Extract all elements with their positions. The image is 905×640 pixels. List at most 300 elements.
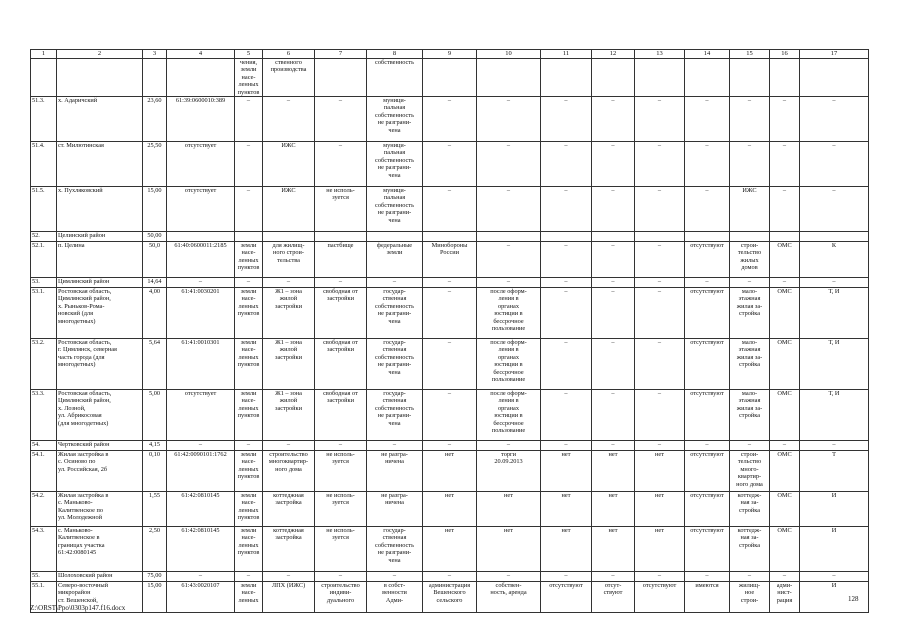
table-cell: нет	[635, 527, 685, 572]
location-cell: х. Пухляковский	[57, 187, 143, 232]
table-cell: государ- ственная собственность не разграни- чена	[367, 390, 423, 441]
column-number-cell: 16	[770, 50, 800, 59]
table-cell: –	[635, 390, 685, 441]
table-cell: Ж1 – зона жилой застройки	[263, 390, 315, 441]
table-cell: свободная от застройки	[315, 288, 367, 339]
table-row	[31, 142, 869, 187]
table-cell: земли насе- ленных пунктов	[235, 527, 263, 572]
table-cell: нет	[423, 527, 477, 572]
table-cell: –	[800, 142, 869, 187]
table-cell	[730, 59, 770, 97]
row-number-cell: 54.2.	[31, 492, 57, 527]
table-cell: –	[423, 441, 477, 451]
table-cell: 4,00	[143, 288, 167, 339]
table-cell: –	[770, 572, 800, 582]
table-cell: –	[423, 187, 477, 232]
table-cell: –	[592, 572, 635, 582]
table-cell: –	[263, 572, 315, 582]
table-cell: не исполь- зуется	[315, 492, 367, 527]
table-cell: свободная от застройки	[315, 390, 367, 441]
table-cell: ИЖС	[263, 142, 315, 187]
table-cell: –	[592, 142, 635, 187]
table-cell: –	[315, 142, 367, 187]
table-cell	[315, 232, 367, 242]
row-number-cell: 51.4.	[31, 142, 57, 187]
table-cell	[477, 232, 541, 242]
table-cell: торги 20.09.2013	[477, 451, 541, 492]
table-cell: пастбище	[315, 242, 367, 278]
column-number-row	[31, 50, 869, 59]
location-cell: Целинский район	[57, 232, 143, 242]
table-cell: –	[730, 441, 770, 451]
table-cell: 75,00	[143, 572, 167, 582]
table-cell: –	[423, 142, 477, 187]
table-cell: –	[541, 339, 592, 390]
column-number-cell: 8	[367, 50, 423, 59]
table-cell: –	[770, 97, 800, 142]
table-cell: ИЖС	[263, 187, 315, 232]
table-cell: строительство многоквартир- ного дома	[263, 451, 315, 492]
table-cell: –	[685, 278, 730, 288]
table-cell: не разгра- ничена	[367, 451, 423, 492]
location-cell: Ростовская область, г. Цимлянск, северная часть города (для многодетных)	[57, 339, 143, 390]
table-cell: ОМС	[770, 390, 800, 441]
table-cell: –	[541, 242, 592, 278]
column-number-cell: 13	[635, 50, 685, 59]
table-cell: –	[635, 187, 685, 232]
table-cell: отсутствуют	[635, 582, 685, 613]
table-cell: нет	[592, 451, 635, 492]
table-cell: –	[592, 441, 635, 451]
table-cell: –	[477, 441, 541, 451]
table-cell: нет	[423, 492, 477, 527]
location-cell: п. Целина	[57, 242, 143, 278]
table-cell: свободная от застройки	[315, 339, 367, 390]
table-cell: Т, И	[800, 288, 869, 339]
location-cell: Жилая застройка в с. Маньково- Калитвенское по ул. Молодежной	[57, 492, 143, 527]
table-cell: ОМС	[770, 451, 800, 492]
table-cell: земли насе- ленных пунктов	[235, 390, 263, 441]
table-cell: –	[315, 97, 367, 142]
column-number-cell: 7	[315, 50, 367, 59]
table-cell: –	[235, 441, 263, 451]
table-cell: –	[770, 278, 800, 288]
table-cell: адми- нист- рация	[770, 582, 800, 613]
table-cell: коттеджная застройка	[263, 492, 315, 527]
table-cell: отсутствуют	[685, 339, 730, 390]
land-register-table	[30, 49, 869, 613]
table-cell: 61:42:0810145	[167, 492, 235, 527]
table-row	[31, 390, 869, 441]
table-cell: –	[423, 288, 477, 339]
table-cell: –	[635, 339, 685, 390]
page-number: 128	[848, 595, 859, 603]
table-cell	[592, 59, 635, 97]
register-table-sheet	[30, 49, 868, 613]
table-cell: отсутствует	[167, 187, 235, 232]
table-cell: коттеджная застройка	[263, 527, 315, 572]
table-cell: –	[315, 441, 367, 451]
table-cell: Минобороны России	[423, 242, 477, 278]
row-number-cell	[31, 59, 57, 97]
table-cell: 5,64	[143, 339, 167, 390]
table-cell: –	[541, 441, 592, 451]
location-cell: Цимлянский район	[57, 278, 143, 288]
table-cell: 1,55	[143, 492, 167, 527]
table-cell: нет	[423, 451, 477, 492]
table-cell: –	[367, 572, 423, 582]
table-cell: собственность	[367, 59, 423, 97]
table-cell: –	[235, 278, 263, 288]
table-cell: муници- пальная собственность не разграни- чена	[367, 142, 423, 187]
table-cell: ОМС	[770, 527, 800, 572]
table-cell: –	[423, 278, 477, 288]
table-cell: ОМС	[770, 242, 800, 278]
table-cell: земли насе- ленных пунктов	[235, 339, 263, 390]
table-cell: строительство индиви- дуального	[315, 582, 367, 613]
table-cell	[541, 232, 592, 242]
table-cell: –	[477, 97, 541, 142]
table-cell: земли насе- ленных пунктов	[235, 242, 263, 278]
table-cell: государ- ственная собственность не разграни- чена	[367, 288, 423, 339]
row-number-cell: 54.1.	[31, 451, 57, 492]
table-cell: собствен- ность, аренда	[477, 582, 541, 613]
table-cell: не разгра- ничена	[367, 492, 423, 527]
table-cell: –	[423, 572, 477, 582]
table-cell: ИЖС	[730, 187, 770, 232]
table-cell	[730, 232, 770, 242]
table-cell: 2,50	[143, 527, 167, 572]
table-cell: И	[800, 492, 869, 527]
table-cell: –	[541, 572, 592, 582]
table-cell: –	[730, 142, 770, 187]
table-cell: –	[167, 572, 235, 582]
table-cell: –	[635, 278, 685, 288]
table-cell: нет	[541, 451, 592, 492]
table-cell: нет	[635, 492, 685, 527]
table-cell: –	[635, 242, 685, 278]
table-cell: ственного производства	[263, 59, 315, 97]
table-cell: –	[592, 390, 635, 441]
table-row	[31, 232, 869, 242]
location-cell: ст. Милютинская	[57, 142, 143, 187]
table-cell: –	[263, 97, 315, 142]
table-cell: администрация Вешенского сельского	[423, 582, 477, 613]
table-cell: нет	[477, 492, 541, 527]
table-cell: –	[592, 278, 635, 288]
table-cell: –	[477, 572, 541, 582]
location-cell: Шолоховский район	[57, 572, 143, 582]
table-cell: муници- пальная собственность не разграни- чена	[367, 187, 423, 232]
location-cell: с. Маньково- Калитвенское в границах участка 61:42:0080145	[57, 527, 143, 572]
row-number-cell: 54.	[31, 441, 57, 451]
table-cell: –	[592, 242, 635, 278]
table-cell: муници- пальная собственность не разграни- чена	[367, 97, 423, 142]
table-cell: строи- тельство много- квартир- ного дома	[730, 451, 770, 492]
table-row	[31, 527, 869, 572]
table-cell: 61:43:0020107	[167, 582, 235, 613]
table-row	[31, 97, 869, 142]
table-cell: 14,64	[143, 278, 167, 288]
table-cell: строи- тельство жилых домов	[730, 242, 770, 278]
table-cell: отсутствуют	[685, 242, 730, 278]
table-cell: –	[235, 142, 263, 187]
table-row	[31, 339, 869, 390]
table-cell	[423, 59, 477, 97]
table-cell: нет	[541, 527, 592, 572]
table-cell: отсутствуют	[685, 390, 730, 441]
column-number-cell: 17	[800, 50, 869, 59]
row-number-cell: 55.1.	[31, 582, 57, 613]
table-cell	[541, 59, 592, 97]
location-cell: Чертковский район	[57, 441, 143, 451]
table-cell: мало- этажная жилая за- стройка	[730, 390, 770, 441]
column-number-cell: 15	[730, 50, 770, 59]
table-cell	[143, 59, 167, 97]
table-cell	[367, 232, 423, 242]
row-number-cell: 52.	[31, 232, 57, 242]
location-cell: х. Адаричский	[57, 97, 143, 142]
table-cell: отсутствуют	[685, 288, 730, 339]
table-row	[31, 187, 869, 232]
table-cell: К	[800, 242, 869, 278]
table-cell	[685, 232, 730, 242]
table-cell: после оформ- ления в органах юстиции в бессрочное пользование	[477, 390, 541, 441]
row-number-cell: 53.3.	[31, 390, 57, 441]
table-cell	[770, 59, 800, 97]
table-cell	[423, 232, 477, 242]
table-cell: –	[685, 142, 730, 187]
table-cell	[315, 59, 367, 97]
table-cell: –	[770, 142, 800, 187]
table-cell: –	[800, 97, 869, 142]
table-cell: –	[800, 572, 869, 582]
table-cell: И	[800, 582, 869, 613]
table-cell: –	[800, 441, 869, 451]
table-row	[31, 451, 869, 492]
row-number-cell: 53.1.	[31, 288, 57, 339]
row-number-cell: 52.1.	[31, 242, 57, 278]
table-cell: –	[477, 187, 541, 232]
table-cell: 23,60	[143, 97, 167, 142]
table-cell: –	[635, 288, 685, 339]
table-cell: –	[477, 278, 541, 288]
table-cell: –	[730, 97, 770, 142]
table-cell: –	[167, 278, 235, 288]
table-row	[31, 441, 869, 451]
table-cell: 15,00	[143, 582, 167, 613]
table-cell: –	[235, 187, 263, 232]
table-cell: государ- ственная собственность не разграни- чена	[367, 527, 423, 572]
table-cell	[800, 232, 869, 242]
table-cell: мало- этажная жилая за- стройка	[730, 339, 770, 390]
table-cell: –	[685, 97, 730, 142]
table-row	[31, 582, 869, 613]
table-cell: отсутствует	[167, 142, 235, 187]
table-cell: Т	[800, 451, 869, 492]
table-cell: –	[423, 390, 477, 441]
table-cell: ОМС	[770, 492, 800, 527]
table-cell: –	[541, 97, 592, 142]
table-cell: не исполь- зуется	[315, 187, 367, 232]
location-cell: Северо-восточный микрорайон ст. Вешенской,	[57, 582, 143, 613]
table-cell: имеются	[685, 582, 730, 613]
row-number-cell: 55.	[31, 572, 57, 582]
table-cell: Т, И	[800, 339, 869, 390]
table-cell: государ- ственная собственность не разграни- чена	[367, 339, 423, 390]
table-row	[31, 492, 869, 527]
column-number-cell: 2	[57, 50, 143, 59]
row-number-cell: 54.3.	[31, 527, 57, 572]
table-row	[31, 278, 869, 288]
table-cell: в собст- венности Адми-	[367, 582, 423, 613]
table-cell: –	[730, 278, 770, 288]
table-cell: –	[592, 97, 635, 142]
table-cell: 61:42:0090101:1762	[167, 451, 235, 492]
table-cell: для жилищ- ного строи- тельства	[263, 242, 315, 278]
table-cell: Ж1 – зона жилой застройки	[263, 288, 315, 339]
table-cell: –	[685, 187, 730, 232]
column-number-cell: 10	[477, 50, 541, 59]
location-cell: Ростовская область, Цимлянский район, х. Лозной, ул. Абрикосовая (для многодетных)	[57, 390, 143, 441]
column-number-cell: 3	[143, 50, 167, 59]
table-cell: чения, земли насе- ленных пунктов	[235, 59, 263, 97]
table-cell: отсутствуют	[685, 527, 730, 572]
row-number-cell: 53.	[31, 278, 57, 288]
table-cell: 50,0	[143, 242, 167, 278]
table-cell: –	[263, 441, 315, 451]
table-cell	[167, 232, 235, 242]
table-cell	[800, 59, 869, 97]
table-cell: 61:42:0810145	[167, 527, 235, 572]
table-cell: ОМС	[770, 339, 800, 390]
table-cell: –	[315, 278, 367, 288]
table-cell: нет	[592, 492, 635, 527]
row-number-cell: 51.5.	[31, 187, 57, 232]
table-cell: 61:40:0600011:2185	[167, 242, 235, 278]
table-cell: 15,00	[143, 187, 167, 232]
location-cell: Ростовская область, Цимлянский район, х. Рыньков-Рома- новский (для многодетных)	[57, 288, 143, 339]
table-cell: –	[541, 288, 592, 339]
table-cell: федеральные земли	[367, 242, 423, 278]
table-cell: не исполь- зуется	[315, 451, 367, 492]
table-cell: –	[592, 187, 635, 232]
location-cell: Жилая застройка в с. Осиново по ул. Российская, 2б	[57, 451, 143, 492]
table-cell: земли насе- ленных пунктов	[235, 288, 263, 339]
table-cell: 61:39:0600010:389	[167, 97, 235, 142]
table-cell: 5,00	[143, 390, 167, 441]
table-cell: –	[730, 572, 770, 582]
table-cell: Ж1 – зона жилой застройки	[263, 339, 315, 390]
table-cell: –	[423, 97, 477, 142]
table-cell: –	[367, 441, 423, 451]
table-cell: земли насе- ленных	[235, 582, 263, 613]
table-cell: нет	[635, 451, 685, 492]
column-number-cell: 12	[592, 50, 635, 59]
table-cell: земли насе- ленных пунктов	[235, 492, 263, 527]
table-cell: –	[235, 97, 263, 142]
table-cell: –	[477, 242, 541, 278]
table-cell: земли насе- ленных пунктов	[235, 451, 263, 492]
column-number-cell: 9	[423, 50, 477, 59]
table-cell: ОМС	[770, 288, 800, 339]
table-cell: жилищ- ное строи-	[730, 582, 770, 613]
table-cell: –	[770, 441, 800, 451]
table-cell: Т, И	[800, 390, 869, 441]
table-cell: 61:41:0010301	[167, 339, 235, 390]
document-file-path: Z:\ORST\Ppo\0303p147.f16.docx	[30, 604, 126, 612]
table-cell	[235, 232, 263, 242]
table-cell: 50,00	[143, 232, 167, 242]
table-row	[31, 242, 869, 278]
table-cell: 61:41:0030201	[167, 288, 235, 339]
table-cell: –	[263, 278, 315, 288]
table-cell: –	[367, 278, 423, 288]
table-cell: нет	[592, 527, 635, 572]
table-cell	[635, 59, 685, 97]
column-number-cell: 4	[167, 50, 235, 59]
table-cell: –	[541, 187, 592, 232]
table-cell: –	[592, 339, 635, 390]
table-cell: –	[423, 339, 477, 390]
table-cell: коттедж- ная за- стройка	[730, 492, 770, 527]
table-cell: –	[541, 278, 592, 288]
table-cell	[592, 232, 635, 242]
table-cell: –	[635, 142, 685, 187]
table-cell: –	[635, 441, 685, 451]
table-cell: –	[592, 288, 635, 339]
column-number-cell: 5	[235, 50, 263, 59]
table-cell: –	[167, 441, 235, 451]
table-cell: –	[800, 278, 869, 288]
table-cell: отсутствует	[167, 390, 235, 441]
column-number-cell: 11	[541, 50, 592, 59]
table-cell: –	[685, 572, 730, 582]
table-cell: отсут- ствуют	[592, 582, 635, 613]
column-number-cell: 1	[31, 50, 57, 59]
table-cell: –	[235, 572, 263, 582]
table-cell: 25,50	[143, 142, 167, 187]
column-number-cell: 14	[685, 50, 730, 59]
table-cell	[770, 232, 800, 242]
table-cell: –	[315, 572, 367, 582]
table-row	[31, 288, 869, 339]
table-cell: –	[635, 97, 685, 142]
table-row	[31, 572, 869, 582]
table-cell: не исполь- зуется	[315, 527, 367, 572]
row-number-cell: 53.2.	[31, 339, 57, 390]
table-cell: 0,10	[143, 451, 167, 492]
table-cell: И	[800, 527, 869, 572]
table-cell	[167, 59, 235, 97]
table-cell: после оформ- ления в органах юстиции в бессрочное пользование	[477, 339, 541, 390]
table-cell	[477, 59, 541, 97]
table-cell: ЛПХ (ИЖС)	[263, 582, 315, 613]
table-cell: –	[477, 142, 541, 187]
table-cell: нет	[477, 527, 541, 572]
table-cell: –	[770, 187, 800, 232]
row-number-cell: 51.3.	[31, 97, 57, 142]
table-cell: –	[800, 187, 869, 232]
table-cell	[263, 232, 315, 242]
table-row	[31, 59, 869, 97]
table-cell: –	[541, 390, 592, 441]
table-cell: коттедж- ная за- стройка	[730, 527, 770, 572]
table-cell: отсутствуют	[685, 451, 730, 492]
table-cell: мало- этажная жилая за- стройка	[730, 288, 770, 339]
table-cell: –	[541, 142, 592, 187]
table-cell	[635, 232, 685, 242]
